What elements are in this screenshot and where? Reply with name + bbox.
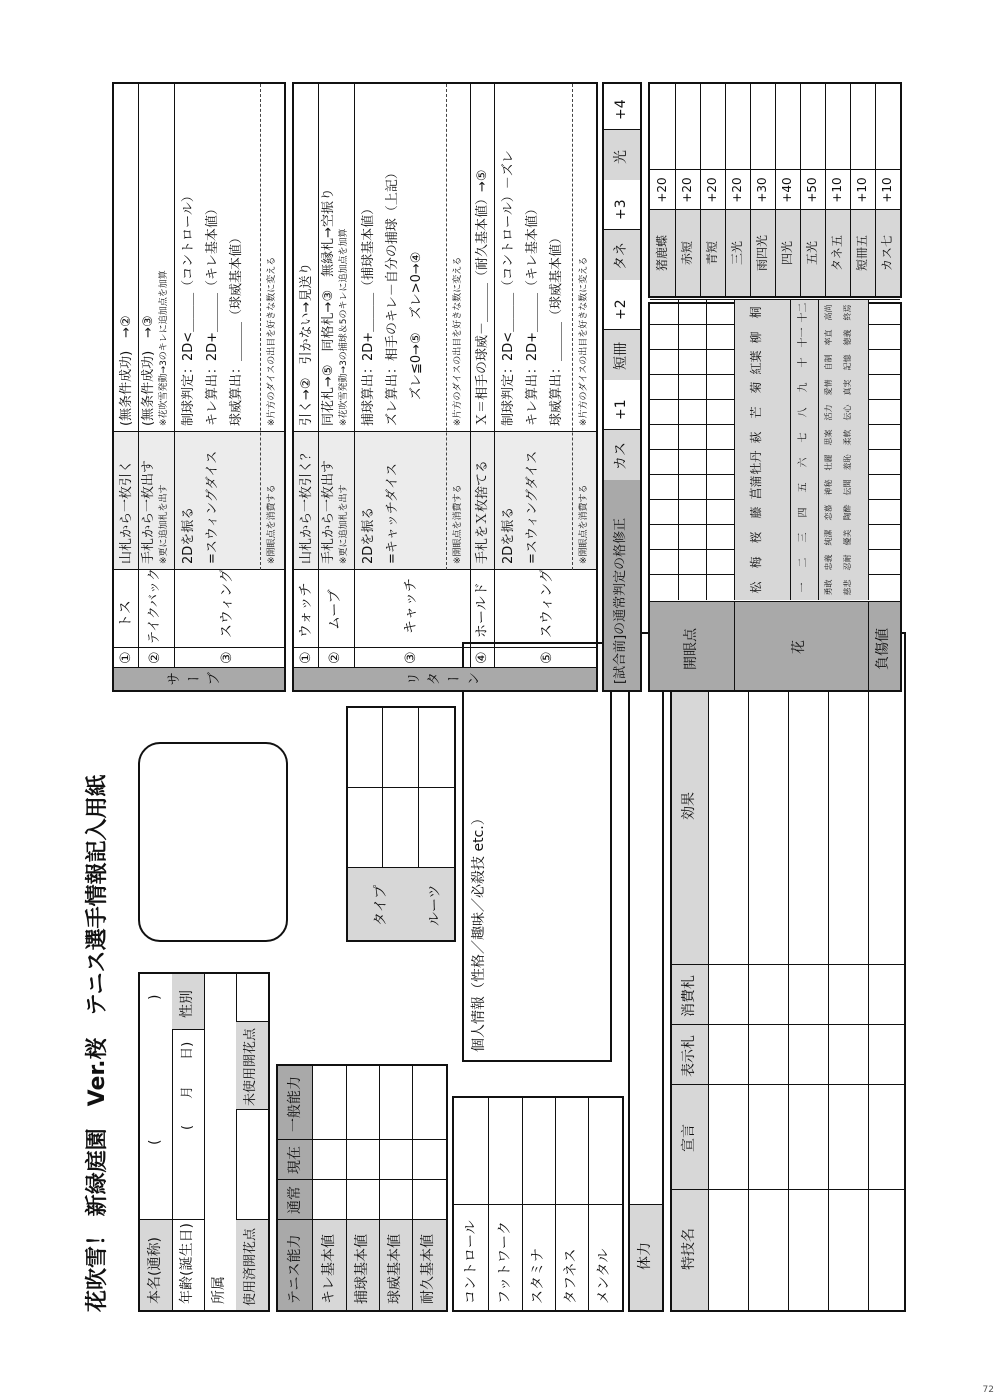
ability-row-0: キレ基本値 xyxy=(321,1234,337,1304)
flower-name: 萩 xyxy=(749,431,763,444)
skill-header-4: 効果 xyxy=(681,792,697,820)
hana-label: 花 xyxy=(791,640,807,654)
flower-row-line xyxy=(734,300,735,600)
flower-name: 桐 xyxy=(749,306,763,319)
modifier-value-3: +4 xyxy=(613,99,629,120)
yaku-row-line xyxy=(850,84,851,296)
serve-step-1-desc-note: ※更に追加札を出す xyxy=(159,484,169,564)
name-label: 本名(通称) xyxy=(147,1237,163,1304)
skill-header-0: 特技名 xyxy=(681,1228,697,1270)
flower-virtue-1: 壮麗 xyxy=(824,454,833,471)
return-step-0-name: ウォッチ xyxy=(298,582,314,638)
skill-header-1: 宣言 xyxy=(681,1124,697,1152)
yaku-col-line xyxy=(650,209,900,210)
month-number: 二 xyxy=(798,557,809,568)
flower-name: 藤 xyxy=(749,506,763,519)
return-step-4-name: スウィング xyxy=(539,569,555,638)
return-step-2-desc1: 2Dを振る xyxy=(361,506,376,564)
personal-info-label: 個人情報（性格／趣味／必殺技 etc.） xyxy=(471,811,487,1052)
return-step-1-num: ② xyxy=(327,651,343,664)
yaku-row-line xyxy=(725,84,726,296)
return-step-3-name: ホールド xyxy=(474,582,490,638)
flower-virtue-2: 羞恥 xyxy=(843,454,852,471)
return-step-4-desc-note: ※開眼点を消費する xyxy=(579,484,589,564)
type-roots-box xyxy=(346,706,456,942)
serve-step-2-name: スウィング xyxy=(219,569,235,638)
yaku-name: 青短 xyxy=(705,241,719,266)
roots-label: ルーツ xyxy=(427,884,443,926)
return-step-2-name: キャッチ xyxy=(403,578,419,634)
serve-step-0-result: (無条件成功) →② xyxy=(119,315,134,426)
yaku-row-line xyxy=(875,84,876,296)
flower-virtue-2: 忍耐 xyxy=(843,554,852,571)
used-points-label: 使用済開花点 xyxy=(243,1227,258,1306)
month-number: 八 xyxy=(798,407,809,418)
flower-virtue-1: 思案 xyxy=(824,429,833,446)
flower-virtue-1: 活力 xyxy=(824,404,833,421)
flower-virtue-2: 記憶 xyxy=(843,354,852,371)
profile-box xyxy=(138,972,270,1312)
return-step-1-desc: 手札から一枚出す xyxy=(321,459,336,564)
flower-virtue-2: 伝心 xyxy=(843,404,852,421)
yaku-name: 短冊五 xyxy=(855,235,869,272)
return-step-1-name: ムーブ xyxy=(327,589,343,630)
page-number: 72 xyxy=(982,1385,994,1395)
yaku-value: +20 xyxy=(730,177,744,203)
month-number: 四 xyxy=(798,507,809,518)
serve-step-1-name: テイクバック xyxy=(147,567,162,644)
modifier-title: [試合前]の通常判定の格修正 xyxy=(613,517,628,684)
sex-label: 性別 xyxy=(179,990,195,1018)
return-flow xyxy=(292,82,598,692)
flower-virtue-2: 終焉 xyxy=(843,304,852,321)
yaku-value: +10 xyxy=(855,177,869,203)
flower-name: 梅 xyxy=(749,556,763,569)
serve-step-0-num: ① xyxy=(118,651,134,664)
serve-step-1-num: ② xyxy=(147,651,163,664)
yaku-row-line xyxy=(775,84,776,296)
flower-row-line xyxy=(706,300,707,600)
modifier-label-3: 光 xyxy=(613,150,629,164)
return-step-4-r2: キレ算出：2D+＿＿＿（キレ基本値） xyxy=(525,202,540,426)
yaku-value: +40 xyxy=(780,177,794,203)
skill-header-3: 消費札 xyxy=(681,975,697,1017)
personal-info-box[interactable] xyxy=(462,642,612,1062)
flower-virtue-2: 陶酔 xyxy=(843,504,852,521)
serve-step-1-result: (無条件成功) →③ xyxy=(141,315,156,426)
serve-step-2-desc1: 2Dを振る xyxy=(181,506,196,564)
unused-points-label: 未使用開花点 xyxy=(243,1027,258,1106)
yaku-value: +20 xyxy=(705,177,719,203)
flower-virtue-2: 徳義 xyxy=(843,329,852,346)
month-number: 七 xyxy=(798,432,809,443)
flower-name: 紅葉 xyxy=(749,350,763,375)
flower-virtue-1: 純潔 xyxy=(824,529,833,546)
flower-row-line xyxy=(790,300,791,600)
flower-name: 松 xyxy=(749,581,763,594)
ability-row-2: 球威基本値 xyxy=(387,1234,403,1304)
yaku-value: +50 xyxy=(805,177,819,203)
yaku-name: タネ五 xyxy=(830,235,844,272)
return-step-3-num: ④ xyxy=(474,651,490,664)
yaku-col-line xyxy=(650,169,900,170)
sheet-title: 花吹雪！ 新緑庭園 Ver.桜 テニス選手情報記入用紙 xyxy=(85,774,110,1312)
month-number: 十 xyxy=(798,357,809,368)
general-row-1: フットワーク xyxy=(497,1220,513,1304)
return-step-2-r1: 捕球算出：2D+＿＿＿（捕球基本値） xyxy=(361,201,376,426)
yaku-row-line xyxy=(675,84,676,296)
rotated-sheet xyxy=(86,82,909,1312)
yaku-value: +10 xyxy=(880,177,894,203)
return-step-4-num: ⑤ xyxy=(539,651,555,664)
birthday-field[interactable]: ( 月 日) xyxy=(180,1041,195,1130)
yaku-name: 五光 xyxy=(805,241,819,266)
month-number: 一 xyxy=(798,582,809,593)
return-step-4-note: ※片方のダイスの出目を好きな数に変える xyxy=(579,256,589,426)
modifier-value-0: +1 xyxy=(613,399,629,420)
type-label: タイプ xyxy=(373,884,389,926)
flower-name: 柳 xyxy=(749,331,763,344)
yaku-row-line xyxy=(750,84,751,296)
return-step-1-note: ※花吹雪発動→3の捕球＆5のキレに追加点を加算 xyxy=(339,228,349,426)
return-step-3-result: Ｘ＝相手の球威－＿＿＿（耐久基本値）→⑤ xyxy=(475,169,490,426)
serve-step-1-note: ※花吹雪発動→3のキレに追加点を加算 xyxy=(159,270,169,426)
return-step-3-desc: 手札をＸ枚捨てる xyxy=(475,459,490,564)
flower-virtue-1: 愛情 xyxy=(824,379,833,396)
hp-box xyxy=(628,632,664,1312)
flower-virtue-1: 恋慕 xyxy=(824,504,833,521)
serve-step-2-r2: キレ算出：2D+＿＿＿（キレ基本値） xyxy=(205,202,220,426)
yaku-name: 三光 xyxy=(730,241,744,266)
name-paren-open: ( xyxy=(147,1139,163,1145)
yaku-row-line xyxy=(800,84,801,296)
yaku-value: +10 xyxy=(830,177,844,203)
flower-row-line xyxy=(818,300,819,600)
return-step-1-result: 同花札→⑤ 同格札→③ 無縁札→空振り xyxy=(321,188,336,426)
flower-name: 桜 xyxy=(749,531,763,544)
flower-virtue-1: 自制 xyxy=(824,354,833,371)
yaku-name: 雨四光 xyxy=(755,235,769,272)
serve-step-1-desc: 手札から一枚出す xyxy=(141,459,156,564)
month-number: 十一 xyxy=(798,327,809,348)
return-step-4-desc2: =スウィングダイス xyxy=(525,450,540,564)
flower-row-line xyxy=(678,300,679,600)
general-row-2: スタミナ xyxy=(530,1248,546,1304)
return-step-0-desc: 山札から一枚引く？ xyxy=(299,446,314,564)
yaku-name: 四光 xyxy=(780,241,794,266)
serve-heading: サーブ xyxy=(166,671,226,688)
flower-virtue-1: 勇敢 xyxy=(824,579,833,596)
modifier-label-1: 短冊 xyxy=(613,342,629,370)
flower-virtue-1: 神秘 xyxy=(824,479,833,496)
serve-step-0-name: トス xyxy=(118,600,134,628)
flower-virtue-2: 伝聞 xyxy=(843,479,852,496)
general-ability-table xyxy=(452,1096,624,1312)
skill-header-2: 表示札 xyxy=(681,1035,697,1077)
return-step-4-desc1: 2Dを振る xyxy=(501,506,516,564)
flower-name: 菊 xyxy=(749,381,763,394)
yaku-value: +30 xyxy=(755,177,769,203)
month-number: 六 xyxy=(798,457,809,468)
serve-step-2-r3: 球威算出：＿＿＿（球威基本値） xyxy=(229,230,244,426)
return-step-2-r3: ズレ≦0→⑤ ズレ>0→④ xyxy=(409,251,424,400)
month-number: 九 xyxy=(798,382,809,393)
month-number: 十二 xyxy=(798,302,809,323)
modifier-label-2: タネ xyxy=(613,242,629,270)
yaku-row-line xyxy=(825,84,826,296)
flower-virtue-2: 優美 xyxy=(843,529,852,546)
skill-table xyxy=(670,632,906,1312)
yaku-value: +20 xyxy=(655,177,669,203)
name-paren-close: ) xyxy=(147,994,163,1000)
eye-points-label: 開眼点 xyxy=(683,628,699,670)
flower-virtue-1: 忠義 xyxy=(824,554,833,571)
modifier-value-2: +3 xyxy=(613,199,629,220)
month-number: 三 xyxy=(798,532,809,543)
flower-name: 芒 xyxy=(749,406,763,419)
flower-row-line xyxy=(868,300,869,600)
general-row-0: コントロール xyxy=(463,1220,479,1304)
ability-table xyxy=(276,1064,448,1312)
ability-header-0: テニス能力 xyxy=(287,1234,303,1304)
yaku-value: +20 xyxy=(680,177,694,203)
flower-table xyxy=(648,302,902,692)
ability-header-1: 通常 xyxy=(287,1186,303,1214)
flower-name: 牡丹 xyxy=(749,450,763,475)
return-step-2-r2: ズレ算出：相手のキレ－自分の捕球（上記） xyxy=(385,166,400,426)
modifier-value-1: +2 xyxy=(613,299,629,320)
return-step-2-note: ※片方のダイスの出目を好きな数に変える xyxy=(453,256,463,426)
return-step-1-desc-note: ※更に追加札を出す xyxy=(339,484,349,564)
yaku-table xyxy=(648,82,902,298)
yaku-name: カス七 xyxy=(880,235,894,272)
flower-name: 菖蒲 xyxy=(749,475,763,500)
ability-row-1: 捕球基本値 xyxy=(354,1234,370,1304)
yaku-name: 猪鹿蝶 xyxy=(655,235,669,272)
return-step-2-desc-note: ※開眼点を消費する xyxy=(453,484,463,564)
month-number: 五 xyxy=(798,482,809,493)
return-step-2-desc2: =キャッチダイス xyxy=(385,463,400,564)
ability-header-2: 現在 xyxy=(287,1146,303,1174)
serve-step-2-desc-note: ※開眼点を消費する xyxy=(267,484,277,564)
flower-virtue-1: 高尚 xyxy=(824,304,833,321)
portrait-frame[interactable] xyxy=(138,742,288,942)
hp-label: 体力 xyxy=(637,1242,653,1270)
ability-header-3: 一般能力 xyxy=(287,1076,303,1132)
serve-step-2-desc2: =スウィングダイス xyxy=(205,450,220,564)
flower-virtue-2: 真実 xyxy=(843,379,852,396)
return-heading: リターン xyxy=(406,671,486,688)
return-step-0-result: 引く→② 引かない→見送り xyxy=(299,262,314,426)
serve-step-2-note: ※片方のダイスの出目を好きな数に変える xyxy=(267,256,277,426)
general-row-3: タフネス xyxy=(563,1248,579,1304)
return-step-2-num: ③ xyxy=(403,651,419,664)
flower-col-line xyxy=(650,299,900,300)
modifier-label-0: カス xyxy=(613,442,629,470)
age-label: 年齢(誕生日) xyxy=(179,1223,195,1304)
serve-flow xyxy=(112,82,286,692)
flower-virtue-2: 慈悲 xyxy=(843,579,852,596)
flower-virtue-2: 柔軟 xyxy=(843,429,852,446)
return-step-0-num: ① xyxy=(298,651,314,664)
injury-label: 負傷値 xyxy=(875,628,891,670)
ability-row-3: 耐久基本値 xyxy=(420,1234,436,1304)
serve-step-2-num: ③ xyxy=(219,651,235,664)
yaku-row-line xyxy=(700,84,701,296)
serve-step-0-desc: 山札から一枚引く xyxy=(119,459,134,564)
return-step-4-r3: 球威算出：＿＿＿（球威基本値） xyxy=(549,230,564,426)
return-step-4-r1: 制球判定：2D<＿＿＿（コントロール）－ズレ xyxy=(501,150,516,426)
general-row-4: メンタル xyxy=(596,1248,612,1304)
yaku-name: 赤短 xyxy=(680,241,694,266)
affiliation-label: 所属 xyxy=(211,1276,227,1304)
flower-virtue-1: 率直 xyxy=(824,329,833,346)
modifier-table xyxy=(602,82,642,692)
serve-step-2-r1: 制球判定：2D<＿＿＿（コントロール） xyxy=(181,189,196,426)
